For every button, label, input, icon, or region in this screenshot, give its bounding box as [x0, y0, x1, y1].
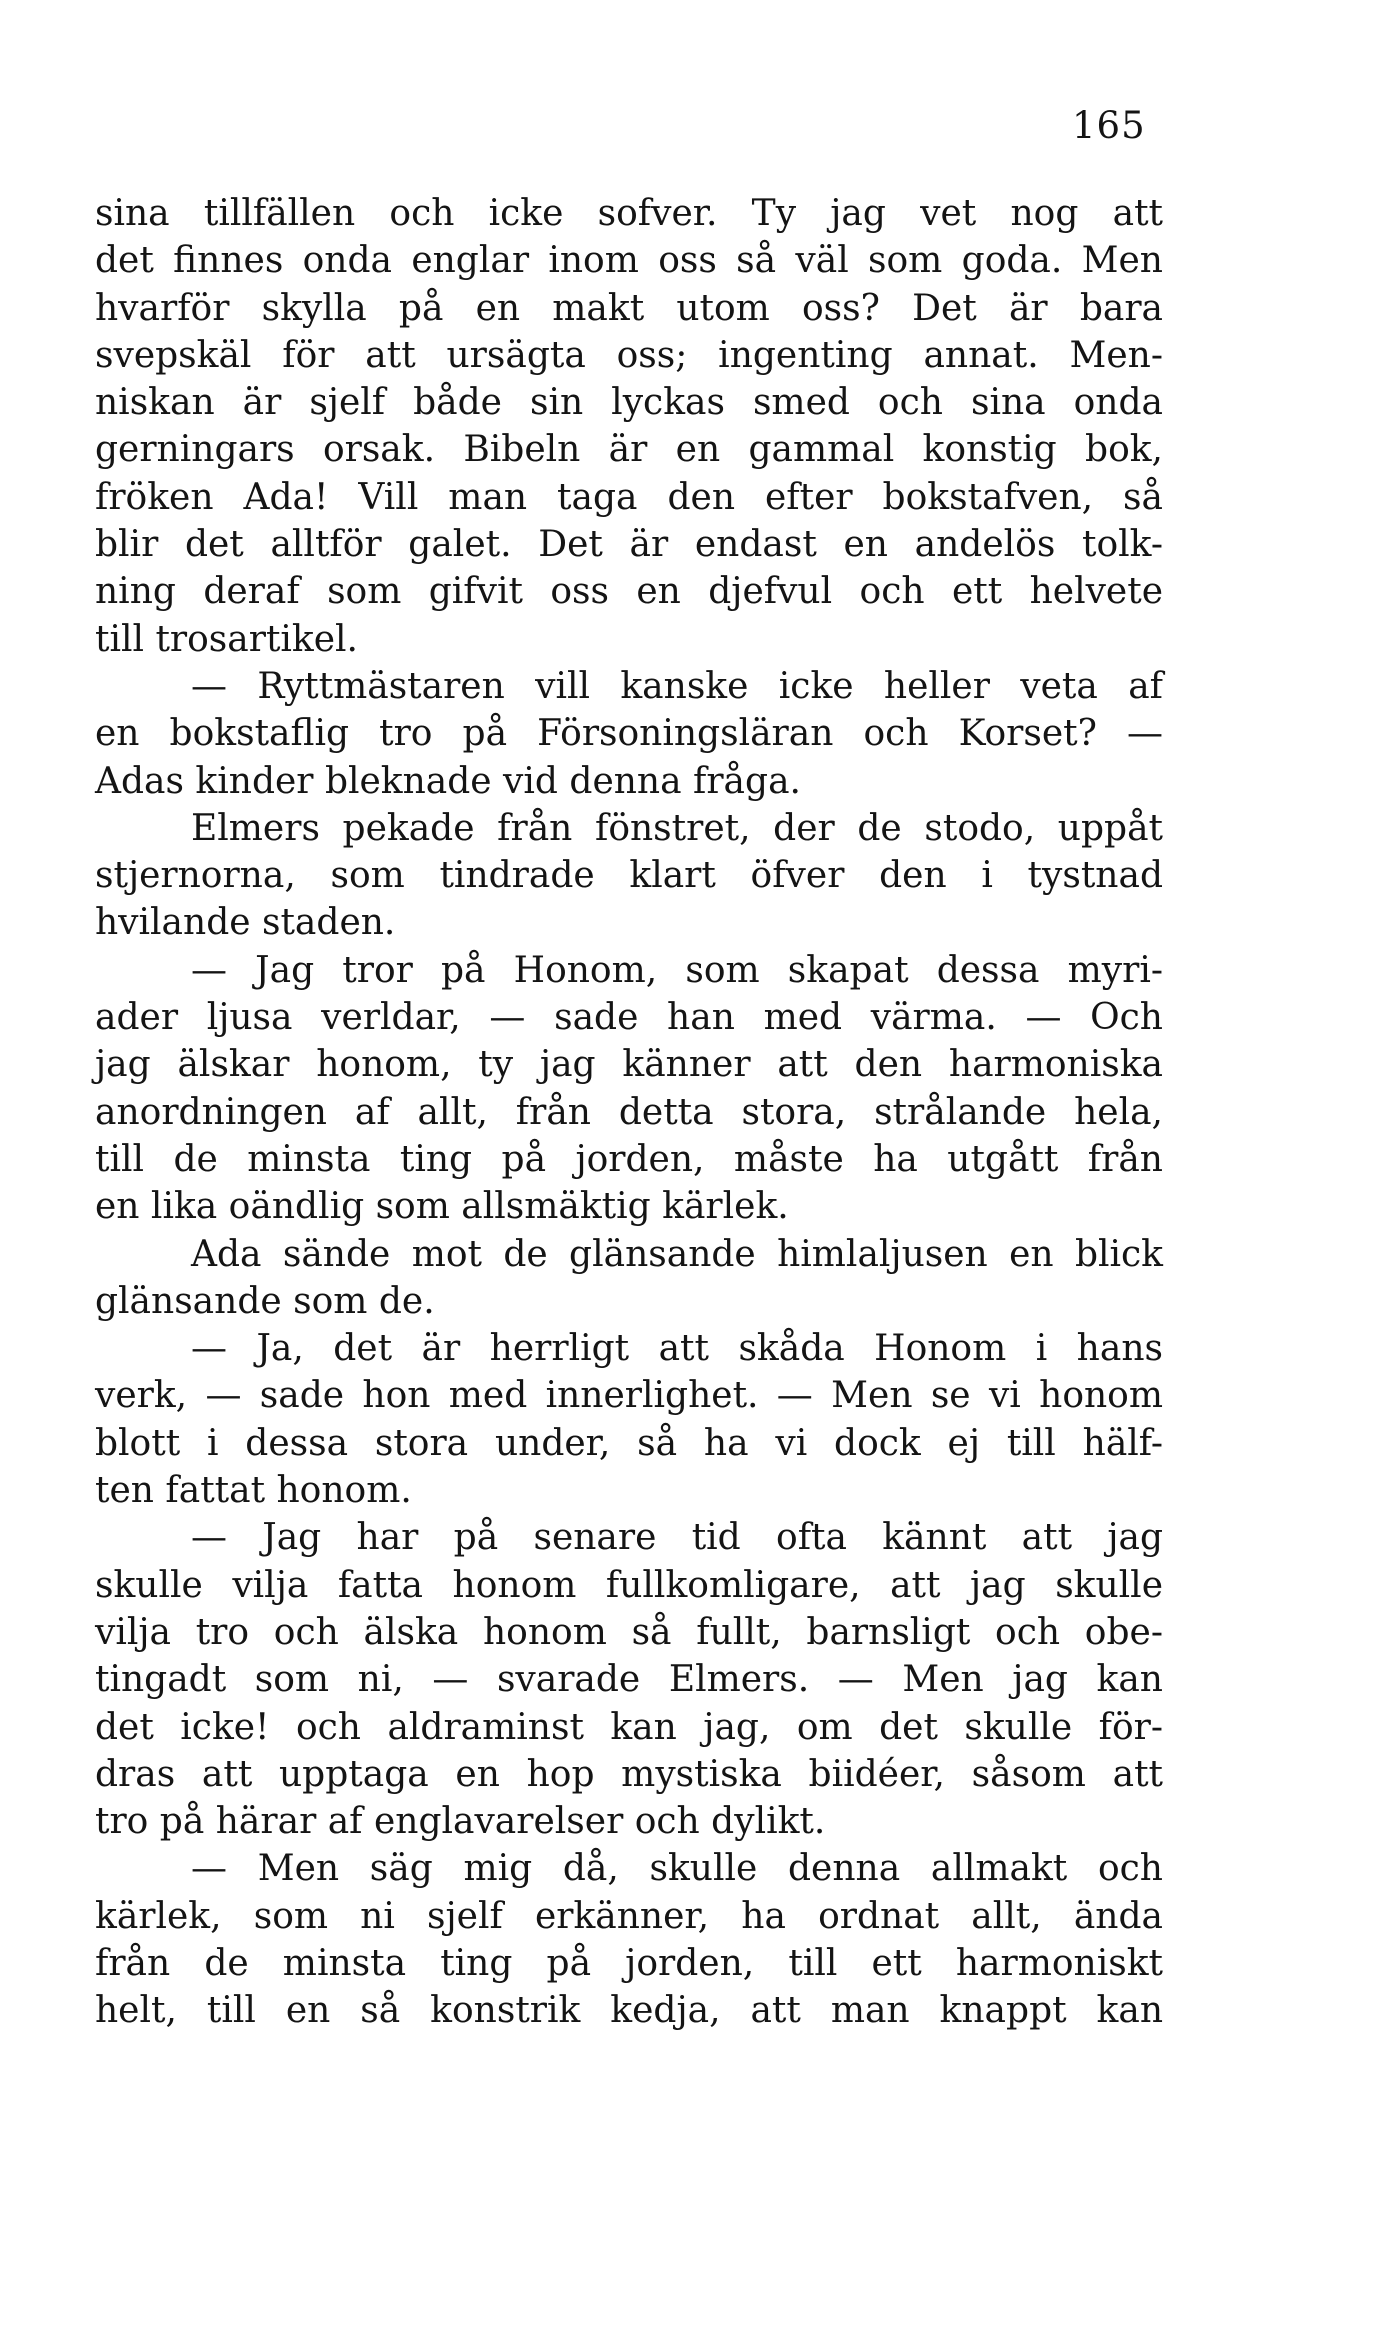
text-line: hvarför skylla på en makt utom oss? Det är bara: [95, 287, 1163, 329]
text-line: tro på härar af englavarelser och dylikt.: [95, 1801, 826, 1843]
text-line: vilja tro och älska honom så fullt, barnsligt och obe-: [95, 1611, 1163, 1653]
text-line: det icke! och aldraminst kan jag, om det skulle för-: [95, 1706, 1163, 1748]
text-line: sina tillfällen och icke sofver. Ty jag vet nog att: [95, 193, 1163, 234]
text-line: — Men säg mig då, skulle denna allmakt och: [191, 1848, 1163, 1890]
text-line: dras att upptaga en hop mystiska biidéer, såsom att: [95, 1753, 1163, 1795]
text-line: glänsande som de.: [95, 1280, 435, 1322]
text-line: Ada sände mot de glänsande himlaljusen en blick: [191, 1233, 1163, 1275]
body-text: [95, 190, 1163, 2035]
text-line: — Jag har på senare tid ofta kännt att jag: [191, 1517, 1163, 1559]
text-line: Elmers pekade från fönstret, der de stodo, uppåt: [191, 807, 1163, 849]
text-line: fröken Ada! Vill man taga den efter bokstafven, så: [95, 476, 1163, 518]
text-line: — Jag tror på Honom, som skapat dessa myri-: [191, 949, 1163, 991]
text-line: stjernorna, som tindrade klart öfver den i tystnad: [95, 855, 1163, 897]
text-line: tingadt som ni, — svarade Elmers. — Men jag kan: [95, 1659, 1163, 1701]
text-line: blir det alltför galet. Det är endast en andelös tolk-: [95, 524, 1163, 566]
text-line: ader ljusa verldar, — sade han med värma. — Och: [95, 997, 1163, 1039]
page-number: 165: [1072, 104, 1146, 147]
text-line: ten fattat honom.: [95, 1470, 412, 1512]
text-line: svepskäl för att ursägta oss; ingenting annat. Men-: [95, 334, 1163, 376]
text-line: Adas kinder bleknade vid denna fråga.: [95, 760, 801, 802]
text-line: en lika oändlig som allsmäktig kärlek.: [95, 1186, 789, 1228]
text-line: jag älskar honom, ty jag känner att den harmoniska: [95, 1044, 1163, 1086]
text-line: från de minsta ting på jorden, till ett harmoniskt: [95, 1942, 1163, 1984]
text-line: niskan är sjelf både sin lyckas smed och sina onda: [95, 382, 1163, 424]
text-line: gerningars orsak. Bibeln är en gammal konstig bok,: [95, 429, 1163, 471]
text-line: till de minsta ting på jorden, måste ha utgått från: [95, 1138, 1163, 1180]
text-line: — Ja, det är herrligt att skåda Honom i hans: [191, 1328, 1163, 1370]
text-line: — Ryttmästaren vill kanske icke heller veta af: [191, 665, 1163, 707]
text-line: kärlek, som ni sjelf erkänner, ha ordnat allt, ända: [95, 1895, 1163, 1937]
text-line: hvilande staden.: [95, 902, 396, 944]
text-line: helt, till en så konstrik kedja, att man knappt kan: [95, 1990, 1163, 2032]
text-line: skulle vilja fatta honom fullkomligare, att jag skulle: [95, 1564, 1163, 1606]
text-line: ning deraf som gifvit oss en djefvul och ett helvete: [95, 571, 1163, 613]
text-line: det finnes onda englar inom oss så väl som goda. Men: [95, 240, 1163, 282]
text-line: till trosartikel.: [95, 618, 359, 660]
text-line: en bokstaflig tro på Försoningsläran och Korset? —: [95, 713, 1163, 755]
text-line: verk, — sade hon med innerlighet. — Men se vi honom: [95, 1375, 1163, 1417]
text-line: anordningen af allt, från detta stora, strålande hela,: [95, 1091, 1163, 1133]
text-line: blott i dessa stora under, så ha vi dock ej till hälf-: [95, 1422, 1163, 1464]
